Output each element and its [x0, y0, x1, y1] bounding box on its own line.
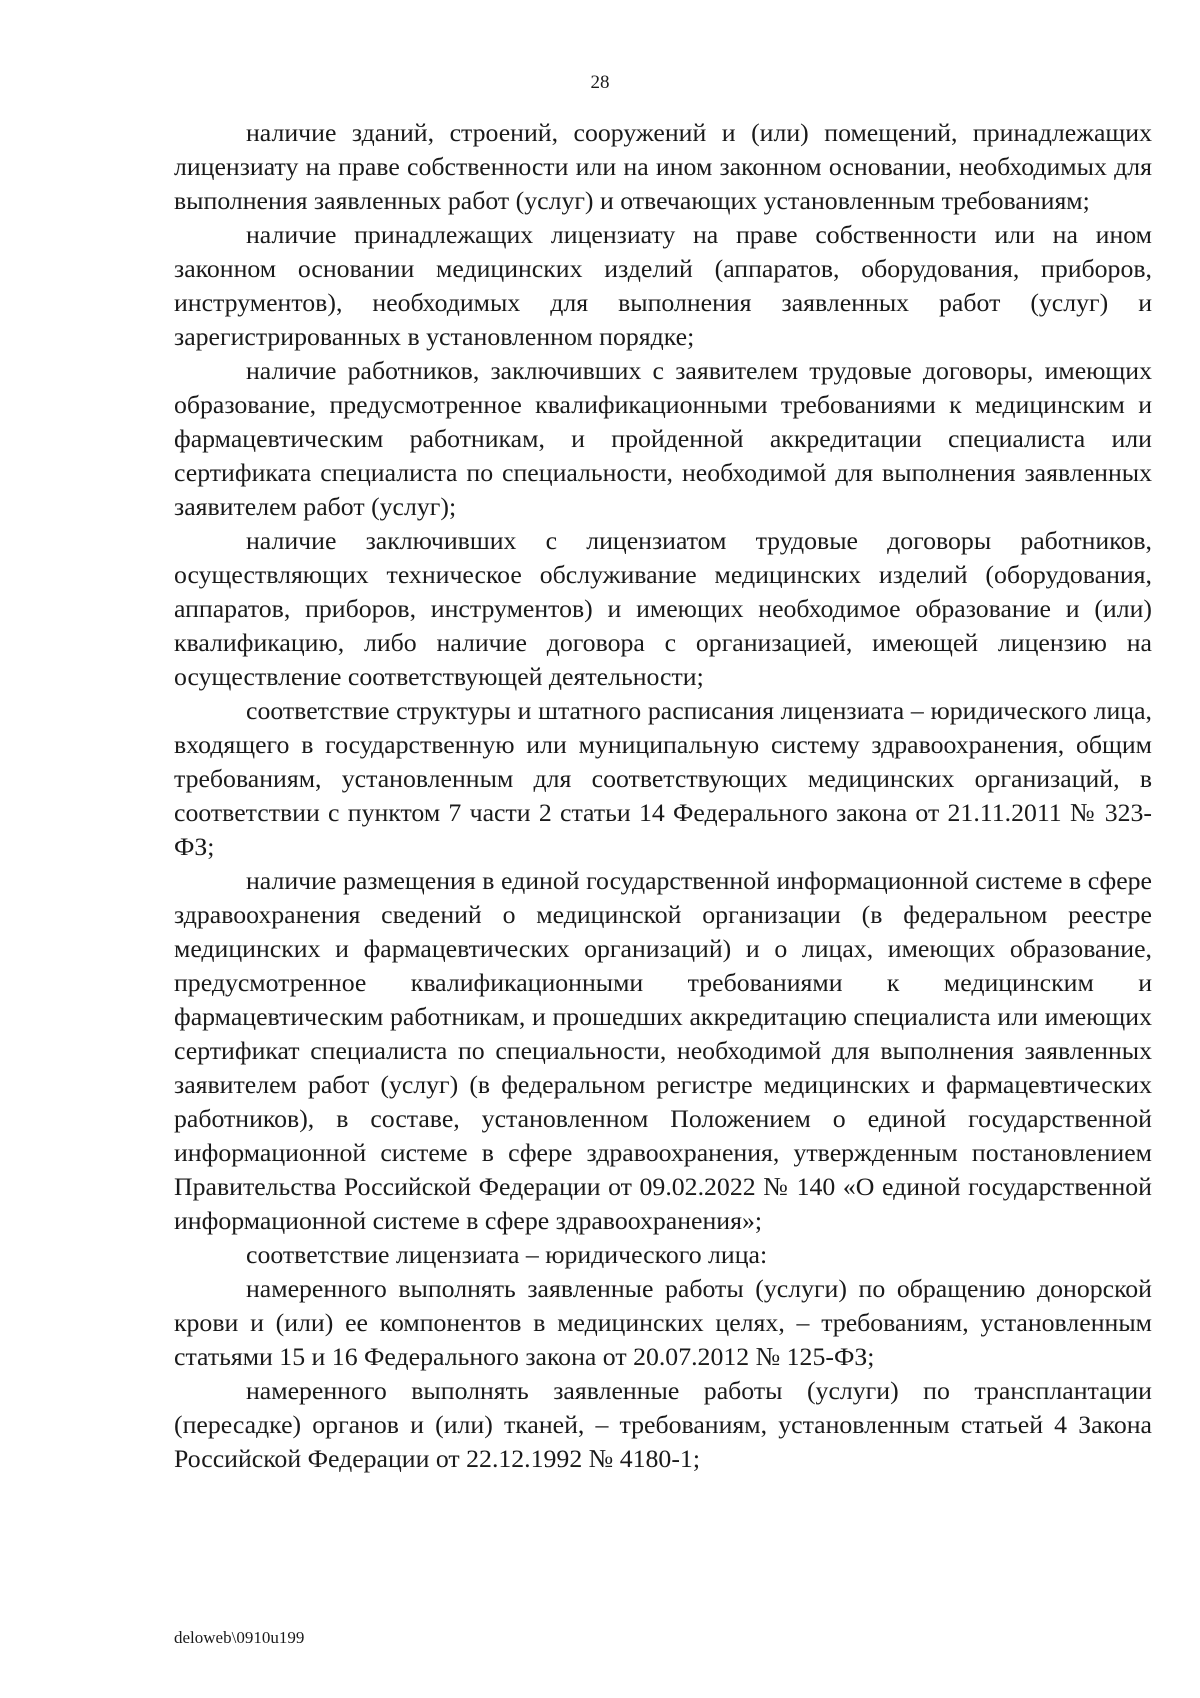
footer-document-code: deloweb\0910u199: [174, 1628, 305, 1647]
paragraph-medical-devices: наличие принадлежащих лицензиату на праве собственности или на ином законном основании медицинских изделий (аппаратов, оборудования, приборов, инструментов), необходимых для выполнения заявленных работ (услуг) и зарегистрированных в установленном порядке;: [174, 220, 1152, 351]
paragraph-employees: наличие работников, заключивших с заявителем трудовые договоры, имеющих образование, предусмотренное квалификационными требованиями к медицинским и фармацевтическим работникам, и пройденной аккредитации специалиста или сертификата специалиста по специальности, необходимой для выполнения заявленных заявителем работ (услуг);: [174, 356, 1152, 521]
paragraph-donor-blood: намеренного выполнять заявленные работы (услуги) по обращению донорской крови и (или) ее компонентов в медицинских целях, – требованиям, установленным статьями 15 и 16 Федерального закона от 20.07.2012 № 125-ФЗ;: [174, 1274, 1152, 1371]
document-body: [174, 116, 1152, 1476]
paragraph-legal-entity-compliance: соответствие лицензиата – юридического лица:: [246, 1240, 768, 1269]
page-number: 28: [590, 72, 610, 93]
paragraph-technical-service: наличие заключивших с лицензиатом трудовые договоры работников, осуществляющих техническое обслуживание медицинских изделий (оборудования, аппаратов, приборов, инструментов) и имеющих необходимое образование и (или) квалификацию, либо наличие договора с организацией, имеющей лицензию на осуществление соответствующей деятельности;: [174, 526, 1152, 691]
paragraph-buildings: наличие зданий, строений, сооружений и (или) помещений, принадлежащих лицензиату на праве собственности или на ином законном основании, необходимых для выполнения заявленных работ (услуг) и отвечающих установленным требованиям;: [174, 118, 1152, 215]
paragraph-information-system: наличие размещения в единой государственной информационной системе в сфере здравоохранения сведений о медицинской организации (в федеральном реестре медицинских и фармацевтических организаций) и о лицах, имеющих образование, предусмотренное квалификационными требованиями к медицинским и фармацевтическим работникам, и прошедших аккредитацию специалиста или имеющих сертификат специалиста по специальности, необходимой для выполнения заявленных заявителем работ (услуг) (в федеральном регистре медицинских и фармацевтических работников), в составе, установленном Положением о единой государственной информационной системе в сфере здравоохранения, утвержденным постановлением Правительства Российской Федерации от 09.02.2022 № 140 «О единой государственной информационной системе в сфере здравоохранения»;: [174, 866, 1152, 1235]
paragraph-transplantation: намеренного выполнять заявленные работы (услуги) по трансплантации (пересадке) органов и (или) тканей, – требованиям, установленным статьей 4 Закона Российской Федерации от 22.12.1992 № 4180-1;: [174, 1376, 1152, 1473]
paragraph-structure-staffing: соответствие структуры и штатного расписания лицензиата – юридического лица, входящего в государственную или муниципальную систему здравоохранения, общим требованиям, установленным для соответствующих медицинских организаций, в соответствии с пунктом 7 части 2 статьи 14 Федерального закона от 21.11.2011 № 323-ФЗ;: [174, 696, 1152, 861]
